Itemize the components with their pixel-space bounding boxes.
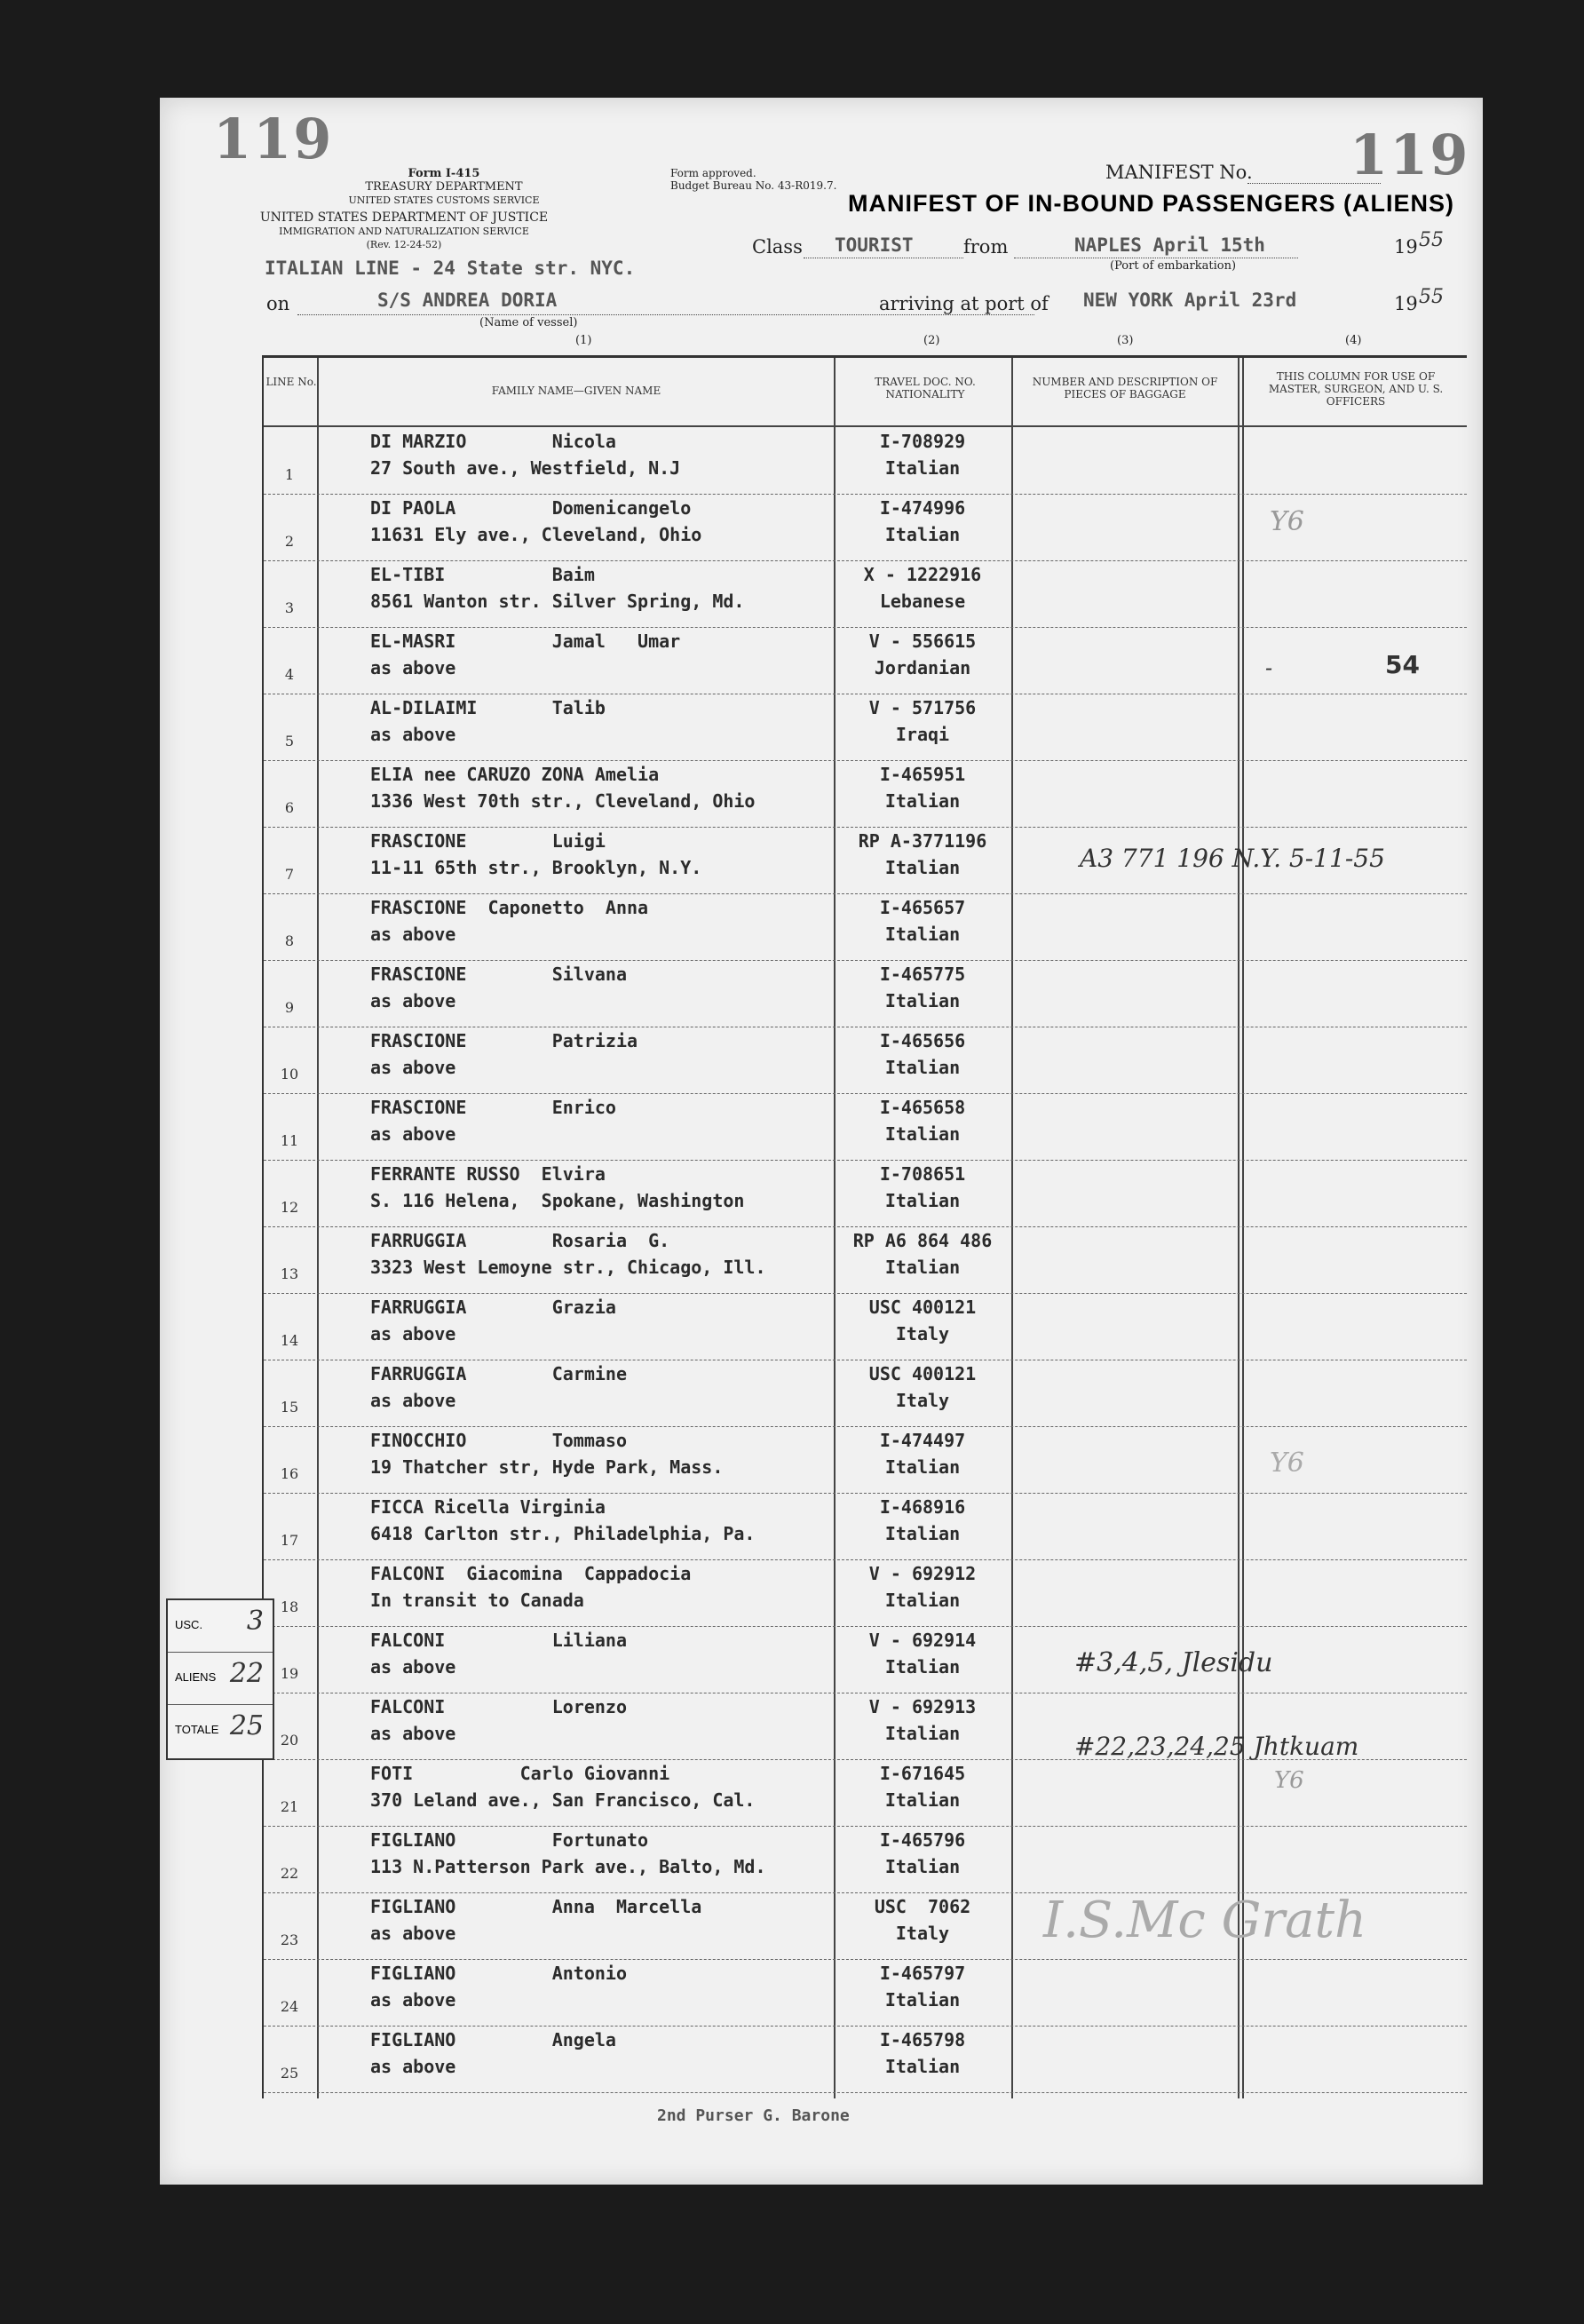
table-row — [264, 1826, 1467, 1893]
passenger-address: as above — [370, 1123, 456, 1145]
passenger-name: ELIA nee CARUZO ZONA Amelia — [370, 764, 660, 785]
passenger-name: FALCONI Giacomina Cappadocia — [370, 1563, 692, 1584]
table-row — [264, 694, 1467, 761]
col-header-baggage: NUMBER AND DESCRIPTION OF PIECES OF BAGGAGE — [1032, 376, 1218, 401]
passenger-address: as above — [370, 657, 456, 678]
passenger-name: FIGLIANO Fortunato — [370, 1829, 649, 1851]
table-row — [264, 427, 1467, 495]
passenger-name: FRASCIONE Patrizia — [370, 1030, 638, 1051]
passenger-address: 6418 Carlton str., Philadelphia, Pa. — [370, 1523, 756, 1544]
passenger-name: FIGLIANO Antonio — [370, 1963, 627, 1984]
year-prefix-1: 19 — [1394, 236, 1418, 258]
immigration-label: IMMIGRATION AND NATURALIZATION SERVICE — [279, 226, 529, 237]
line-number: 2 — [284, 533, 295, 550]
passenger-address: as above — [370, 1989, 456, 2011]
travel-doc-number: USC 400121 — [868, 1363, 977, 1384]
table-row — [264, 1160, 1467, 1227]
manifest-no-label: MANIFEST No. — [1105, 162, 1253, 183]
table-row — [264, 560, 1467, 628]
passenger-name: FIGLIANO Angela — [370, 2029, 616, 2050]
passenger-address: 27 South ave., Westfield, N.J — [370, 457, 681, 479]
nationality: Italian — [884, 1456, 961, 1478]
travel-doc-number: I-708929 — [879, 431, 966, 452]
class-label: Class — [752, 236, 803, 258]
passenger-name: FICCA Ricella Virginia — [370, 1496, 606, 1518]
col-number-2: (2) — [923, 334, 940, 347]
stamp-number-left: 119 — [213, 107, 334, 171]
travel-doc-number: USC 400121 — [868, 1297, 977, 1318]
from-value: NAPLES April 15th — [1074, 234, 1265, 256]
travel-doc-number: I-465658 — [879, 1097, 966, 1118]
page-title: MANIFEST OF IN-BOUND PASSENGERS (ALIENS) — [848, 190, 1455, 217]
passenger-name: DI PAOLA Domenicangelo — [370, 497, 692, 519]
table-row — [264, 1959, 1467, 2027]
passenger-table — [262, 355, 1467, 2098]
justice-block — [257, 211, 550, 251]
passenger-name: FALCONI Lorenzo — [370, 1696, 627, 1717]
table-row — [264, 1093, 1467, 1161]
row4-number: 54 — [1385, 650, 1420, 679]
nationality: Jordanian — [874, 657, 971, 678]
vessel-underline — [297, 314, 1034, 315]
table-row — [264, 960, 1467, 1027]
line-company: ITALIAN LINE - 24 State str. NYC. — [265, 258, 636, 279]
arriving-label: arriving at port of — [879, 293, 1049, 314]
line-number: 22 — [280, 1865, 299, 1882]
line-number: 14 — [280, 1332, 299, 1349]
line-number: 19 — [280, 1665, 299, 1682]
line-number: 25 — [280, 2065, 299, 2082]
col-number-3: (3) — [1117, 334, 1134, 347]
row4-dash: - — [1265, 655, 1273, 680]
tally-usc-label: USC. — [175, 1618, 203, 1631]
passenger-name: FRASCIONE Enrico — [370, 1097, 616, 1118]
table-row — [264, 760, 1467, 828]
passenger-address: as above — [370, 1656, 456, 1678]
line-number: 10 — [280, 1066, 299, 1083]
travel-doc-number: I-465798 — [879, 2029, 966, 2050]
tally-total-label: TOTALE — [175, 1723, 219, 1736]
passenger-address: 11-11 65th str., Brooklyn, N.Y. — [370, 857, 702, 878]
passenger-name: FERRANTE RUSSO Elvira — [370, 1163, 606, 1185]
year-prefix-2: 19 — [1394, 293, 1418, 314]
revision-label: (Rev. 12-24-52) — [366, 239, 442, 250]
tally-aliens-value: 22 — [229, 1658, 264, 1689]
row7-note: A3 771 196 N.Y. 5-11-55 — [1080, 844, 1385, 873]
nationality: Iraqi — [895, 724, 950, 745]
on-label: on — [266, 293, 290, 314]
class-value: TOURIST — [835, 234, 914, 256]
table-row — [264, 627, 1467, 694]
nationality: Italian — [884, 1257, 961, 1278]
tally-aliens-label: ALIENS — [175, 1670, 217, 1684]
table-row — [264, 1493, 1467, 1560]
passenger-address: 370 Leland ave., San Francisco, Cal. — [370, 1789, 756, 1811]
passenger-name: DI MARZIO Nicola — [370, 431, 616, 452]
nationality: Italian — [884, 1590, 961, 1611]
line-number: 11 — [280, 1132, 299, 1149]
travel-doc-number: I-465657 — [879, 897, 966, 918]
travel-doc-number: V - 692913 — [868, 1696, 977, 1717]
line-number: 8 — [284, 932, 295, 949]
travel-doc-number: RP A6 864 486 — [852, 1230, 993, 1251]
manifest-no-line — [1247, 183, 1381, 184]
col-header-family-name: FAMILY NAME—GIVEN NAME — [491, 385, 661, 397]
year-value-1: 55 — [1419, 229, 1444, 251]
passenger-address: In transit to Canada — [370, 1590, 584, 1611]
passenger-address: as above — [370, 2056, 456, 2077]
table-row — [264, 1027, 1467, 1094]
line-number: 24 — [280, 1998, 299, 2015]
tally-total — [168, 1705, 273, 1757]
purser-signature: 2nd Purser G. Barone — [657, 2106, 850, 2125]
passenger-name: FIGLIANO Anna Marcella — [370, 1896, 702, 1917]
nationality: Italian — [884, 2056, 961, 2077]
passenger-name: FRASCIONE Luigi — [370, 830, 606, 852]
nationality: Italian — [884, 790, 961, 812]
travel-doc-number: I-465775 — [879, 964, 966, 985]
travel-doc-number: V - 692912 — [868, 1563, 977, 1584]
passenger-address: as above — [370, 724, 456, 745]
passenger-address: as above — [370, 1390, 456, 1411]
nationality: Italian — [884, 1123, 961, 1145]
customs-label: UNITED STATES CUSTOMS SERVICE — [348, 194, 540, 206]
line-number: 23 — [280, 1931, 299, 1948]
officer-signature: I.S.Mc Grath — [1043, 1892, 1367, 1949]
passenger-name: AL-DILAIMI Talib — [370, 697, 606, 718]
passenger-address: S. 116 Helena, Spokane, Washington — [370, 1190, 745, 1211]
passenger-address: 8561 Wanton str. Silver Spring, Md. — [370, 591, 745, 612]
tally-usc-value: 3 — [246, 1606, 264, 1637]
treasury-label: TREASURY DEPARTMENT — [365, 180, 523, 194]
row2-mark: Y6 — [1270, 506, 1304, 537]
line-number: 12 — [280, 1199, 299, 1216]
travel-doc-number: I-465656 — [879, 1030, 966, 1051]
table-row — [264, 1360, 1467, 1427]
line-number: 4 — [284, 666, 295, 683]
vessel-name-label: (Name of vessel) — [479, 316, 578, 329]
table-row — [264, 1626, 1467, 1693]
nationality: Italy — [895, 1923, 950, 1944]
passenger-address: as above — [370, 1923, 456, 1944]
line-number: 17 — [280, 1532, 299, 1549]
travel-doc-number: I-465951 — [879, 764, 966, 785]
nationality: Italian — [884, 990, 961, 1011]
travel-doc-number: I-474996 — [879, 497, 966, 519]
row16-mark: Y6 — [1270, 1448, 1304, 1479]
line-number: 20 — [280, 1732, 299, 1749]
tally-box — [166, 1598, 274, 1760]
passenger-name: FARRUGGIA Grazia — [370, 1297, 616, 1318]
nationality: Lebanese — [879, 591, 966, 612]
passenger-name: FRASCIONE Caponetto Anna — [370, 897, 649, 918]
passenger-name: FALCONI Liliana — [370, 1630, 627, 1651]
line-number: 16 — [280, 1465, 299, 1482]
passenger-name: FOTI Carlo Giovanni — [370, 1763, 670, 1784]
manifest-sheet — [160, 98, 1483, 2185]
passenger-address: 3323 West Lemoyne str., Chicago, Ill. — [370, 1257, 766, 1278]
from-label: from — [963, 236, 1009, 258]
travel-doc-number: V - 692914 — [868, 1630, 977, 1651]
nationality: Italian — [884, 1856, 961, 1877]
form-header-block — [311, 167, 577, 207]
vessel-value: S/S ANDREA DORIA — [377, 290, 558, 311]
passenger-address: 113 N.Patterson Park ave., Balto, Md. — [370, 1856, 766, 1877]
passenger-name: FINOCCHIO Tommaso — [370, 1430, 627, 1451]
nationality: Italian — [884, 924, 961, 945]
travel-doc-number: V - 556615 — [868, 631, 977, 652]
stamp-number-right: 119 — [1350, 123, 1470, 187]
travel-doc-number: I-465797 — [879, 1963, 966, 1984]
line-number: 6 — [284, 799, 295, 816]
nationality: Italian — [884, 1656, 961, 1678]
nationality: Italy — [895, 1323, 950, 1344]
line-number: 7 — [284, 866, 295, 883]
nationality: Italian — [884, 1190, 961, 1211]
passenger-address: as above — [370, 1723, 456, 1744]
arriving-value: NEW YORK April 23rd — [1083, 290, 1297, 311]
line-number: 13 — [280, 1265, 299, 1282]
travel-doc-number: RP A-3771196 — [858, 830, 987, 852]
travel-doc-number: USC 7062 — [874, 1896, 971, 1917]
col-header-officers: THIS COLUMN FOR USE OF MASTER, SURGEON, AND U. S. OFFICERS — [1268, 370, 1444, 408]
passenger-name: EL-TIBI Baim — [370, 564, 595, 585]
row19-note: #3,4,5, Jlesidu — [1074, 1647, 1273, 1678]
row20-note: #22,23,24,25 Jhtkuam — [1074, 1732, 1359, 1761]
travel-doc-number: V - 571756 — [868, 697, 977, 718]
justice-label: UNITED STATES DEPARTMENT OF JUSTICE — [259, 210, 549, 225]
table-row — [264, 2026, 1467, 2093]
travel-doc-number: I-465796 — [879, 1829, 966, 1851]
travel-doc-number: I-708651 — [879, 1163, 966, 1185]
travel-doc-number: I-671645 — [879, 1763, 966, 1784]
passenger-address: as above — [370, 990, 456, 1011]
line-number: 15 — [280, 1399, 299, 1416]
form-number: Form I-415 — [408, 167, 480, 180]
nationality: Italian — [884, 524, 961, 545]
nationality: Italian — [884, 1789, 961, 1811]
year-value-2: 55 — [1419, 286, 1444, 308]
line-number: 5 — [284, 733, 295, 750]
line-number: 9 — [284, 999, 295, 1016]
line-number: 1 — [284, 466, 295, 483]
form-approved-block — [670, 167, 836, 192]
table-row — [264, 1293, 1467, 1360]
passenger-address: 19 Thatcher str, Hyde Park, Mass. — [370, 1456, 724, 1478]
nationality: Italy — [895, 1390, 950, 1411]
passenger-name: FARRUGGIA Rosaria G. — [370, 1230, 670, 1251]
passenger-address: as above — [370, 1323, 456, 1344]
nationality: Italian — [884, 1523, 961, 1544]
table-row — [264, 893, 1467, 961]
nationality: Italian — [884, 1989, 961, 2011]
passenger-address: 1336 West 70th str., Cleveland, Ohio — [370, 790, 756, 812]
col-header-line-no: LINE No. — [265, 376, 317, 388]
passenger-address: as above — [370, 924, 456, 945]
form-approved-label: Form approved. — [670, 167, 756, 179]
line-number: 21 — [280, 1798, 299, 1815]
budget-label: Budget Bureau No. 43-R019.7. — [670, 179, 837, 192]
table-row — [264, 1226, 1467, 1294]
col-header-travel-doc: TRAVEL DOC. NO. NATIONALITY — [875, 376, 976, 401]
tally-usc — [168, 1600, 273, 1653]
col-number-4: (4) — [1345, 334, 1362, 347]
nationality: Italian — [884, 1057, 961, 1078]
nationality: Italian — [884, 457, 961, 479]
nationality: Italian — [884, 1723, 961, 1744]
tally-total-value: 25 — [229, 1710, 264, 1741]
passenger-address: 11631 Ely ave., Cleveland, Ohio — [370, 524, 702, 545]
travel-doc-number: I-468916 — [879, 1496, 966, 1518]
row21-mark: Y6 — [1274, 1767, 1304, 1794]
passenger-name: FARRUGGIA Carmine — [370, 1363, 627, 1384]
travel-doc-number: X - 1222916 — [863, 564, 982, 585]
line-number: 18 — [280, 1598, 299, 1615]
passenger-address: as above — [370, 1057, 456, 1078]
col-number-1: (1) — [575, 334, 592, 347]
nationality: Italian — [884, 857, 961, 878]
passenger-name: FRASCIONE Silvana — [370, 964, 627, 985]
line-number: 3 — [284, 599, 295, 616]
passenger-name: EL-MASRI Jamal Umar — [370, 631, 681, 652]
port-embarkation-label: (Port of embarkation) — [1110, 259, 1237, 273]
tally-aliens — [168, 1653, 273, 1705]
travel-doc-number: I-474497 — [879, 1430, 966, 1451]
table-row — [264, 1559, 1467, 1627]
